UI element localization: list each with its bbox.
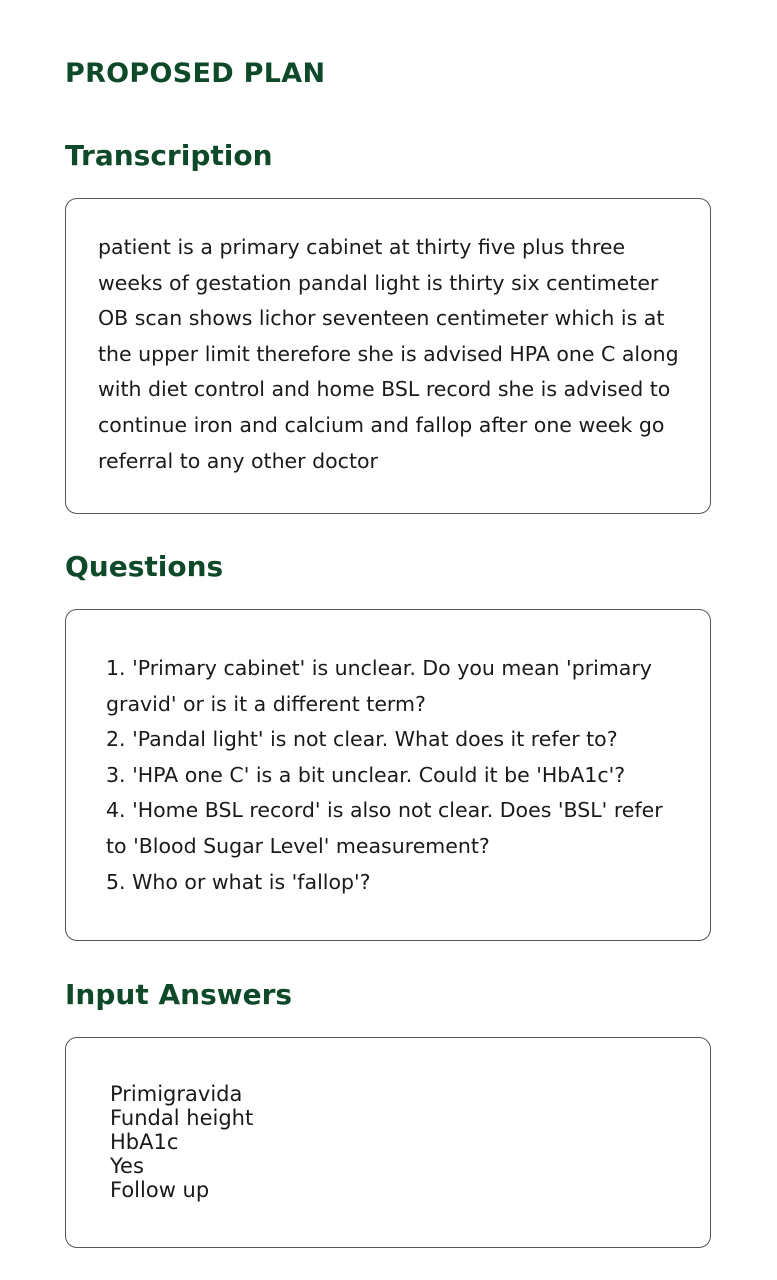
answer-item: Primigravida	[110, 1082, 243, 1106]
question-item: 1. 'Primary cabinet' is unclear. Do you mean 'primary gravid' or is it a different term?	[106, 656, 652, 716]
transcription-heading: Transcription	[65, 139, 273, 172]
question-item: 4. 'Home BSL record' is also not clear. Does 'BSL' refer to 'Blood Sugar Level' measurement?	[106, 798, 663, 858]
question-item: 5. Who or what is 'fallop'?	[106, 869, 371, 894]
question-item: 3. 'HPA one C' is a bit unclear. Could it be 'HbA1c'?	[106, 762, 626, 787]
page-title: PROPOSED PLAN	[65, 58, 326, 89]
answer-item: Yes	[110, 1154, 144, 1178]
transcription-card	[65, 198, 711, 514]
transcription-text: patient is a primary cabinet at thirty five plus three weeks of gestation pandal light is thirty six centimeter OB scan shows lichor seventeen centimeter which is at the upper limit therefore she is advised HPA one C along with diet control and home BSL record she is advised to continue iron and calcium and fallop after one week go referral to any other doctor	[98, 235, 679, 473]
input-answers-heading: Input Answers	[65, 978, 293, 1011]
questions-card	[65, 609, 711, 941]
questions-list	[66, 610, 710, 900]
answers-input-box[interactable]	[65, 1037, 711, 1248]
question-item: 2. 'Pandal light' is not clear. What does it refer to?	[106, 727, 618, 752]
answers-list	[66, 1038, 710, 1202]
questions-heading: Questions	[65, 550, 224, 583]
answer-item: HbA1c	[110, 1130, 179, 1154]
answer-item: Fundal height	[110, 1106, 254, 1130]
answer-item: Follow up	[110, 1178, 210, 1202]
